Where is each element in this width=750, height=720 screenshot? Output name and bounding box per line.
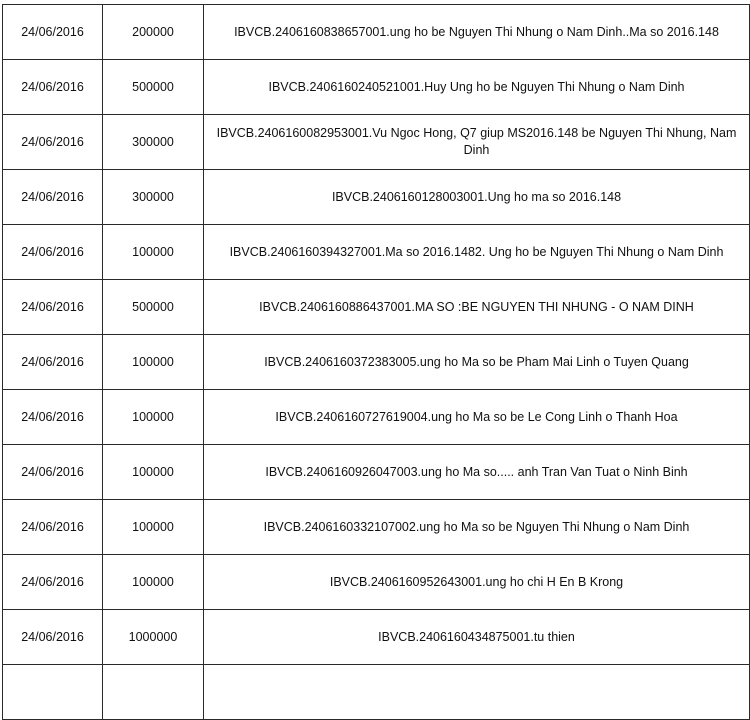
date-cell: 24/06/2016 [3,280,103,335]
amount-cell: 100000 [103,390,204,445]
description-cell: IBVCB.2406160332107002.ung ho Ma so be Nguyen Thi Nhung o Nam Dinh [204,500,750,555]
date-cell: 24/06/2016 [3,335,103,390]
description-cell: IBVCB.2406160394327001.Ma so 2016.1482. Ung ho be Nguyen Thi Nhung o Nam Dinh [204,225,750,280]
description-cell: IBVCB.2406160082953001.Vu Ngoc Hong, Q7 giup MS2016.148 be Nguyen Thi Nhung, Nam Dinh [204,115,750,170]
date-cell: 24/06/2016 [3,555,103,610]
table-row [3,555,750,610]
amount-cell: 100000 [103,225,204,280]
description-cell: IBVCB.2406160727619004.ung ho Ma so be Le Cong Linh o Thanh Hoa [204,390,750,445]
amount-cell: 500000 [103,60,204,115]
amount-cell: 100000 [103,555,204,610]
table-row [3,390,750,445]
table-row [3,225,750,280]
description-cell: IBVCB.2406160838657001.ung ho be Nguyen Thi Nhung o Nam Dinh..Ma so 2016.148 [204,5,750,60]
table-row [3,500,750,555]
table-row [3,445,750,500]
description-cell: IBVCB.2406160886437001.MA SO :BE NGUYEN THI NHUNG - O NAM DINH [204,280,750,335]
table-row [3,5,750,60]
date-cell: 24/06/2016 [3,390,103,445]
table-row [3,335,750,390]
amount-cell: 1000000 [103,610,204,665]
date-cell: 24/06/2016 [3,445,103,500]
table-row [3,60,750,115]
empty-cell [103,665,204,720]
amount-cell: 200000 [103,5,204,60]
date-cell: 24/06/2016 [3,225,103,280]
date-cell: 24/06/2016 [3,500,103,555]
description-cell: IBVCB.2406160434875001.tu thien [204,610,750,665]
description-cell: IBVCB.2406160372383005.ung ho Ma so be Pham Mai Linh o Tuyen Quang [204,335,750,390]
empty-cell [204,665,750,720]
transaction-table [2,4,750,720]
date-cell: 24/06/2016 [3,115,103,170]
description-cell: IBVCB.2406160240521001.Huy Ung ho be Nguyen Thi Nhung o Nam Dinh [204,60,750,115]
amount-cell: 500000 [103,280,204,335]
date-cell: 24/06/2016 [3,60,103,115]
date-cell: 24/06/2016 [3,610,103,665]
table-row [3,280,750,335]
description-cell: IBVCB.2406160952643001.ung ho chi H En B Krong [204,555,750,610]
amount-cell: 100000 [103,445,204,500]
description-cell: IBVCB.2406160926047003.ung ho Ma so..... anh Tran Van Tuat o Ninh Binh [204,445,750,500]
table-row [3,170,750,225]
empty-cell [3,665,103,720]
amount-cell: 100000 [103,500,204,555]
amount-cell: 100000 [103,335,204,390]
date-cell: 24/06/2016 [3,5,103,60]
table-row-partial [3,665,750,720]
description-cell: IBVCB.2406160128003001.Ung ho ma so 2016.148 [204,170,750,225]
amount-cell: 300000 [103,115,204,170]
amount-cell: 300000 [103,170,204,225]
table-row [3,610,750,665]
date-cell: 24/06/2016 [3,170,103,225]
table-row [3,115,750,170]
